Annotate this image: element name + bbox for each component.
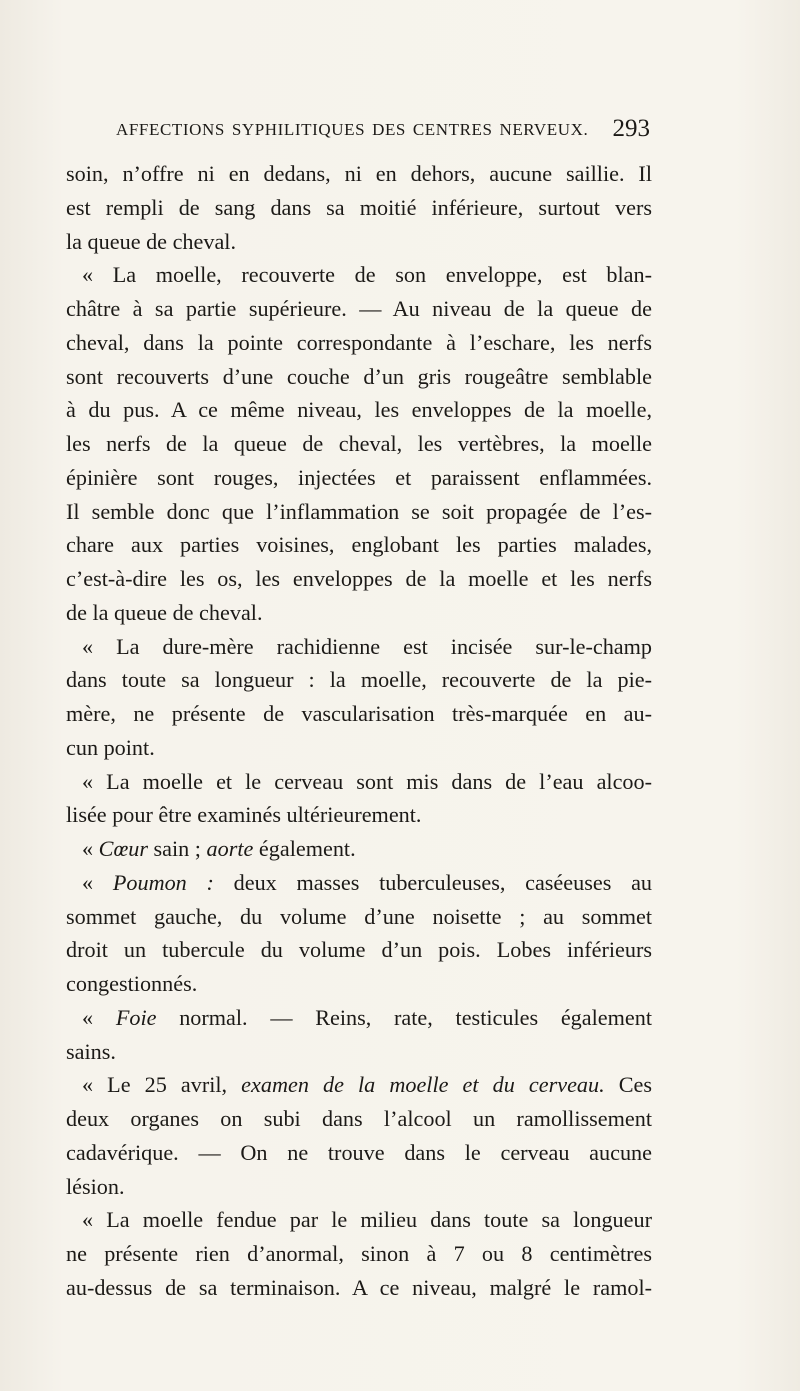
page-number: 293 bbox=[612, 115, 650, 142]
text-line bbox=[66, 1237, 652, 1271]
text-segment: droit un tubercule du volume d’un pois. Lobes inférieurs bbox=[66, 937, 652, 963]
text-line bbox=[66, 832, 652, 866]
page-header bbox=[116, 115, 650, 150]
text-segment: cun point. bbox=[66, 734, 155, 760]
text-segment: deux organes on subi dans l’alcool un ramollissement bbox=[66, 1106, 652, 1131]
text-segment: à du pus. A ce même niveau, les enveloppes de la moelle, bbox=[66, 397, 652, 423]
text-segment: soin, n’offre ni en dedans, ni en dehors, aucune saillie. Il bbox=[66, 161, 652, 186]
text-segment: également. bbox=[253, 836, 356, 861]
text-line bbox=[66, 427, 652, 461]
text-segment: deux masses tuberculeuses, caséeuses au bbox=[213, 869, 653, 895]
text-segment: « bbox=[82, 1004, 116, 1030]
text-line bbox=[66, 225, 652, 259]
text-line bbox=[66, 157, 652, 191]
text-line bbox=[66, 866, 652, 900]
text-segment: sain ; bbox=[147, 836, 207, 861]
text-segment: de la queue de cheval. bbox=[66, 599, 263, 625]
running-title: AFFECTIONS SYPHILITIQUES DES CENTRES NERVEUX. bbox=[116, 120, 589, 139]
text-segment: « bbox=[82, 869, 113, 895]
text-segment: mère, ne présente de vascularisation très-marquée en au- bbox=[66, 701, 652, 726]
text-segment: normal. — Reins, rate, testicules également bbox=[156, 1004, 652, 1030]
text-line bbox=[66, 326, 652, 360]
text-line bbox=[66, 1170, 652, 1204]
text-segment: congestionnés. bbox=[66, 971, 198, 996]
text-segment: « Le 25 avril, bbox=[82, 1072, 242, 1098]
text-line bbox=[66, 1271, 652, 1305]
text-segment: châtre à sa partie supérieure. — Au niveau de la queue de bbox=[66, 296, 652, 321]
text-segment: c’est-à-dire les os, les enveloppes de la moelle et les nerfs bbox=[66, 566, 652, 591]
text-segment: est rempli de sang dans sa moitié inférieure, surtout vers bbox=[66, 194, 652, 220]
text-segment: « La moelle fendue par le milieu dans toute sa longueur bbox=[82, 1207, 652, 1233]
text-segment: sains. bbox=[66, 1038, 116, 1064]
text-line bbox=[66, 933, 652, 967]
text-line bbox=[66, 630, 652, 664]
text-line bbox=[66, 292, 652, 326]
text-segment: « La dure-mère rachidienne est incisée sur-le-champ bbox=[82, 633, 652, 659]
text-segment: épinière sont rouges, injectées et paraissent enflammées. bbox=[66, 464, 652, 490]
text-line bbox=[66, 967, 652, 1001]
text-segment: lisée pour être examinés ultérieurement. bbox=[66, 802, 422, 828]
text-line bbox=[66, 360, 652, 394]
text-segment: cheval, dans la pointe correspondante à l’eschare, les nerfs bbox=[66, 329, 652, 355]
text-line bbox=[66, 1102, 652, 1136]
text-segment: la queue de cheval. bbox=[66, 228, 237, 254]
text-line bbox=[66, 1136, 652, 1170]
text-line bbox=[66, 461, 652, 495]
text-line bbox=[66, 596, 652, 630]
text-line bbox=[66, 1001, 652, 1035]
text-line bbox=[66, 258, 652, 292]
text-segment: sommet gauche, du volume d’une noisette ; au sommet bbox=[66, 903, 652, 929]
text-line bbox=[66, 765, 652, 799]
italic-text-segment: Poumon : bbox=[112, 869, 214, 895]
text-segment: « bbox=[82, 836, 99, 861]
text-line bbox=[66, 731, 652, 765]
text-segment: sont recouverts d’une couche d’un gris rougeâtre semblable bbox=[66, 363, 652, 389]
text-segment: « La moelle et le cerveau sont mis dans de l’eau alcoo- bbox=[82, 768, 652, 794]
italic-text-segment: examen de la moelle et du cerveau. bbox=[241, 1072, 605, 1098]
text-line bbox=[66, 393, 652, 427]
text-segment: dans toute sa longueur : la moelle, recouverte de la pie- bbox=[66, 667, 652, 693]
text-line bbox=[66, 495, 652, 529]
text-segment: les nerfs de la queue de cheval, les vertèbres, la moelle bbox=[66, 431, 652, 456]
text-line bbox=[66, 528, 652, 562]
text-line bbox=[66, 798, 652, 832]
text-line bbox=[66, 1203, 652, 1237]
text-line bbox=[66, 562, 652, 596]
text-segment: « La moelle, recouverte de son enveloppe, est blan- bbox=[82, 262, 652, 288]
italic-text-segment: Foie bbox=[115, 1004, 157, 1030]
text-line bbox=[66, 900, 652, 934]
text-segment: cadavérique. — On ne trouve dans le cerveau aucune bbox=[66, 1139, 652, 1165]
italic-text-segment: aorte bbox=[206, 836, 254, 861]
text-line bbox=[66, 1035, 652, 1069]
text-line bbox=[66, 697, 652, 731]
italic-text-segment: Cœur bbox=[98, 836, 148, 861]
text-line bbox=[66, 1068, 652, 1102]
text-segment: Il semble donc que l’inflammation se soit propagée de l’es- bbox=[66, 498, 652, 524]
text-segment: ne présente rien d’anormal, sinon à 7 ou 8 centimètres bbox=[66, 1241, 652, 1266]
body-text bbox=[66, 157, 652, 1305]
text-segment: chare aux parties voisines, englobant les parties malades, bbox=[66, 532, 652, 558]
text-segment: lésion. bbox=[66, 1173, 125, 1199]
text-line bbox=[66, 191, 652, 225]
text-segment: au-dessus de sa terminaison. A ce niveau, malgré le ramol- bbox=[66, 1274, 652, 1300]
text-segment: Ces bbox=[604, 1072, 653, 1098]
text-line bbox=[66, 663, 652, 697]
